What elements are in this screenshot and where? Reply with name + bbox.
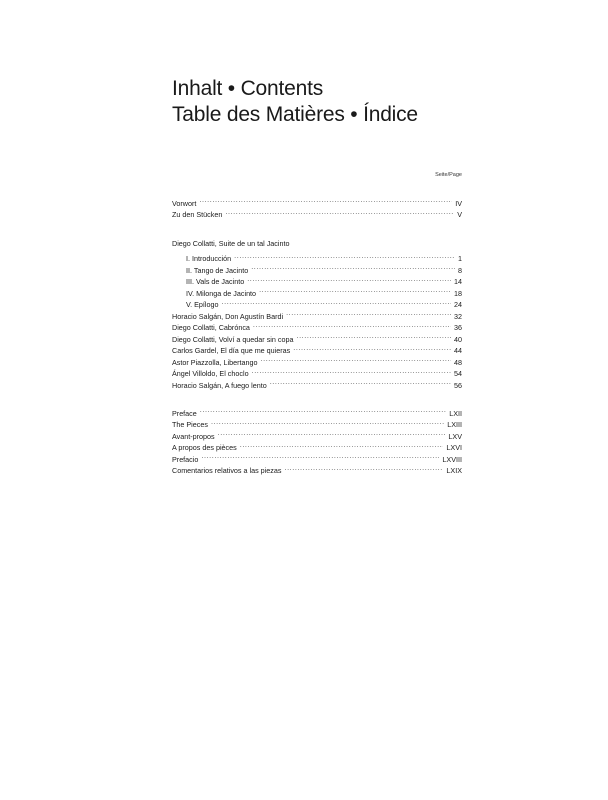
toc-entry-label: Diego Collatti, Volví a quedar sin copa bbox=[172, 334, 294, 344]
toc-leader-dots bbox=[222, 296, 451, 308]
toc-entry-label: Astor Piazzolla, Libertango bbox=[172, 357, 258, 367]
page-title bbox=[172, 76, 418, 128]
toc-entry-label: Horacio Salgán, A fuego lento bbox=[172, 380, 267, 390]
toc-leader-dots bbox=[251, 261, 455, 273]
toc-entry-label: The Pieces bbox=[172, 420, 208, 429]
toc-entry-page: LXV bbox=[448, 431, 462, 441]
toc-entry-label: Horacio Salgán, Don Agustín Bardi bbox=[172, 311, 284, 321]
toc-leader-dots bbox=[284, 462, 443, 474]
toc-section-back-matter bbox=[172, 404, 462, 473]
toc-entry-page: 48 bbox=[454, 357, 462, 367]
toc-entry-label: I. Introducción bbox=[186, 254, 232, 263]
toc-leader-dots bbox=[270, 376, 451, 388]
toc-entry-label: A propos des pièces bbox=[172, 443, 237, 452]
toc-entry-page: LXIX bbox=[446, 466, 462, 475]
toc-leader-dots bbox=[200, 404, 446, 416]
toc-entry-label: IV. Milonga de Jacinto bbox=[186, 288, 257, 298]
toc-entry bbox=[172, 206, 462, 218]
toc-entry-page: 18 bbox=[454, 288, 462, 298]
toc-entry-label: Diego Collatti, Cabrónca bbox=[172, 323, 250, 332]
toc-entry bbox=[172, 416, 462, 428]
toc-entry-page: 1 bbox=[458, 254, 462, 263]
toc-entry bbox=[172, 194, 462, 206]
toc-entry-label: II. Tango de Jacinto bbox=[186, 265, 249, 275]
toc-leader-dots bbox=[240, 439, 444, 451]
toc-entry-page: LXVIII bbox=[442, 454, 462, 464]
toc-entry-page: 44 bbox=[454, 346, 462, 355]
toc-entry-page: 56 bbox=[454, 380, 462, 390]
toc-section-intro bbox=[172, 194, 462, 217]
toc-entry-label: Carlos Gardel, El día que me quieras bbox=[172, 346, 291, 355]
toc-leader-dots bbox=[252, 365, 451, 377]
toc-leader-dots bbox=[211, 416, 444, 428]
toc-entry-label: III. Vals de Jacinto bbox=[186, 277, 245, 286]
toc-leader-dots bbox=[234, 250, 455, 262]
toc-leader-dots bbox=[201, 450, 439, 462]
toc-entry-page: 40 bbox=[454, 334, 462, 344]
toc-entry bbox=[172, 250, 462, 262]
toc-entry bbox=[172, 462, 462, 474]
toc-leader-dots bbox=[225, 206, 454, 218]
toc-entry-page: 36 bbox=[454, 323, 462, 332]
toc-entry-page: LXII bbox=[449, 408, 462, 418]
toc-entry-label: Zu den Stücken bbox=[172, 210, 223, 219]
toc-entry-page: 54 bbox=[454, 369, 462, 378]
toc-entry-label: Vorwort bbox=[172, 198, 197, 208]
toc-entry-label: Prefacio bbox=[172, 454, 199, 464]
title-line-2: Table des Matières • Índice bbox=[172, 103, 418, 126]
toc-section-pieces bbox=[172, 238, 462, 388]
toc-leader-dots bbox=[259, 284, 451, 296]
toc-entry-page: LXVI bbox=[446, 443, 462, 452]
toc-entry-page: V bbox=[457, 210, 462, 219]
toc-entry-page: 24 bbox=[454, 300, 462, 309]
toc-leader-dots bbox=[247, 273, 451, 285]
toc-entry bbox=[172, 450, 462, 462]
toc-entry-label: V. Epílogo bbox=[186, 300, 219, 309]
suite-heading: Diego Collatti, Suite de un tal Jacinto bbox=[172, 239, 290, 248]
toc-entry bbox=[172, 427, 462, 439]
toc-leader-dots bbox=[253, 319, 451, 331]
toc-entry-page: IV bbox=[455, 198, 462, 208]
toc-entry-page: 8 bbox=[458, 265, 462, 275]
toc-entry-page: 32 bbox=[454, 311, 462, 321]
toc-entry-label: Comentarios relativos a las piezas bbox=[172, 466, 282, 475]
toc-entry-label: Avant-propos bbox=[172, 431, 215, 441]
toc-entry bbox=[172, 404, 462, 416]
toc-entry-label: Ángel Villoldo, El choclo bbox=[172, 369, 249, 378]
toc-leader-dots bbox=[218, 427, 446, 439]
toc-leader-dots bbox=[199, 194, 452, 206]
toc-leader-dots bbox=[261, 353, 452, 365]
toc-entry-label: Preface bbox=[172, 408, 197, 418]
toc-leader-dots bbox=[293, 342, 451, 354]
toc-entry-page: LXIII bbox=[447, 420, 462, 429]
page-column-header: Seite/Page bbox=[435, 172, 462, 178]
title-line-1: Inhalt • Contents bbox=[172, 77, 324, 100]
toc-leader-dots bbox=[296, 330, 451, 342]
toc-entry-page: 14 bbox=[454, 277, 462, 286]
toc-leader-dots bbox=[286, 307, 451, 319]
